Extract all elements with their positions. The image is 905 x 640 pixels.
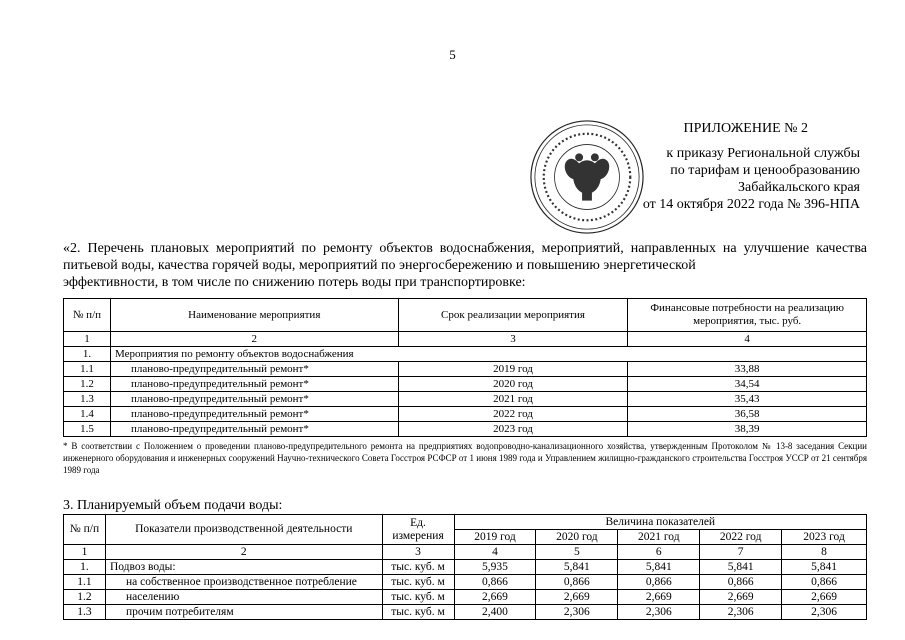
row-value: 2,669 — [700, 590, 782, 605]
appendix-line: Забайкальского края — [737, 180, 860, 195]
col-number: 2 — [105, 545, 382, 560]
col-number: 2 — [110, 332, 398, 347]
row-unit: тыс. куб. м — [382, 575, 454, 590]
col-header-num: № п/п — [64, 515, 106, 545]
row-value: 0,866 — [700, 575, 782, 590]
row-year: 2019 год — [398, 362, 628, 377]
table-row — [64, 392, 867, 407]
col-header-year: 2019 год — [454, 530, 536, 545]
row-value: 5,841 — [782, 560, 867, 575]
col-header-name: Наименование мероприятия — [110, 299, 398, 332]
row-value: 36,58 — [628, 407, 867, 422]
col-number: 8 — [782, 545, 867, 560]
row-name: планово-предупредительный ремонт* — [110, 422, 398, 437]
row-value: 0,866 — [618, 575, 700, 590]
col-header-year: 2023 год — [782, 530, 867, 545]
col-number: 5 — [536, 545, 618, 560]
water-supply-table — [63, 514, 867, 620]
row-value: 2,669 — [536, 590, 618, 605]
table-row — [64, 605, 867, 620]
row-num: 1.3 — [64, 392, 111, 407]
col-number: 1 — [64, 545, 106, 560]
table-row — [64, 407, 867, 422]
col-number: 6 — [618, 545, 700, 560]
appendix-line: по тарифам и ценообразованию — [670, 163, 860, 178]
group-num: 1. — [64, 347, 111, 362]
appendix-title: ПРИЛОЖЕНИЕ № 2 — [683, 121, 808, 136]
row-num: 1.2 — [64, 377, 111, 392]
row-value: 33,88 — [628, 362, 867, 377]
row-unit: тыс. куб. м — [382, 590, 454, 605]
row-name: планово-предупредительный ремонт* — [110, 407, 398, 422]
appendix-line: от 14 октября 2022 года № 396-НПА — [642, 197, 860, 212]
col-header-num: № п/п — [64, 299, 111, 332]
table-row — [64, 575, 867, 590]
row-value: 2,400 — [454, 605, 536, 620]
table-row — [64, 377, 867, 392]
row-value: 2,306 — [700, 605, 782, 620]
row-name: Подвоз воды: — [105, 560, 382, 575]
row-num: 1.5 — [64, 422, 111, 437]
col-header-year: 2020 год — [536, 530, 618, 545]
row-name: планово-предупредительный ремонт* — [110, 392, 398, 407]
row-num: 1.4 — [64, 407, 111, 422]
row-name: прочим потребителям — [105, 605, 382, 620]
section3-title: 3. Планируемый объем подачи воды: — [63, 498, 283, 513]
row-value: 0,866 — [782, 575, 867, 590]
appendix-header — [560, 120, 860, 213]
row-name: населению — [105, 590, 382, 605]
footnote: * В соответствии с Положением о проведении планово-предупредительного ремонта на предприятиях водопроводно-канализационного хозяйства, утвержденным Протоколом № 13-8 заседания Секции инженерного оборудования и инженерных сооружений Научно-технического Совета Госстроя РСФСР от 1 июня 1989 года и Управлением жилищно-гражданского строительства Госстроя УССР от 21 сентября 1989 года — [63, 441, 867, 475]
row-value: 2,306 — [536, 605, 618, 620]
row-value: 2,669 — [454, 590, 536, 605]
col-number: 3 — [398, 332, 628, 347]
row-value: 5,841 — [700, 560, 782, 575]
row-year: 2023 год — [398, 422, 628, 437]
col-number: 1 — [64, 332, 111, 347]
col-header-finance: Финансовые потребности на реализацию мероприятия, тыс. руб. — [628, 299, 867, 332]
row-name: планово-предупредительный ремонт* — [110, 377, 398, 392]
row-unit: тыс. куб. м — [382, 605, 454, 620]
row-value: 5,841 — [618, 560, 700, 575]
row-num: 1.1 — [64, 575, 106, 590]
row-year: 2020 год — [398, 377, 628, 392]
row-value: 2,306 — [782, 605, 867, 620]
row-value: 0,866 — [536, 575, 618, 590]
row-name: планово-предупредительный ремонт* — [110, 362, 398, 377]
col-header-term: Срок реализации мероприятия — [398, 299, 628, 332]
row-num: 1.1 — [64, 362, 111, 377]
row-value: 2,669 — [618, 590, 700, 605]
row-value: 5,841 — [536, 560, 618, 575]
repair-measures-table — [63, 298, 867, 437]
col-header-indicator: Показатели производственной деятельности — [105, 515, 382, 545]
col-number: 4 — [454, 545, 536, 560]
row-value: 35,43 — [628, 392, 867, 407]
col-header-year: 2021 год — [618, 530, 700, 545]
table-row — [64, 422, 867, 437]
group-name: Мероприятия по ремонту объектов водоснабжения — [110, 347, 866, 362]
row-num: 1. — [64, 560, 106, 575]
row-year: 2021 год — [398, 392, 628, 407]
appendix-line: к приказу Региональной службы — [666, 146, 860, 161]
col-number: 7 — [700, 545, 782, 560]
row-value: 38,39 — [628, 422, 867, 437]
row-num: 1.2 — [64, 590, 106, 605]
row-value: 2,306 — [618, 605, 700, 620]
table-row — [64, 362, 867, 377]
table-row — [64, 560, 867, 575]
col-header-values: Величина показателей — [454, 515, 866, 530]
intro-text: «2. Перечень плановых мероприятий по ремонту объектов водоснабжения, мероприятий, направленных на улучшение качества питьевой воды, качества горячей воды, мероприятий по энергосбережению и повышению энергетической — [63, 241, 867, 273]
col-number: 4 — [628, 332, 867, 347]
intro-last-line: эффективности, в том числе по снижению потерь воды при транспортировке: — [63, 275, 526, 290]
row-value: 5,935 — [454, 560, 536, 575]
row-num: 1.3 — [64, 605, 106, 620]
table-row — [64, 590, 867, 605]
section2-intro — [63, 240, 867, 291]
col-header-unit: Ед. измерения — [382, 515, 454, 545]
row-year: 2022 год — [398, 407, 628, 422]
row-value: 0,866 — [454, 575, 536, 590]
page-number: 5 — [449, 47, 456, 62]
col-number: 3 — [382, 545, 454, 560]
row-unit: тыс. куб. м — [382, 560, 454, 575]
row-value: 2,669 — [782, 590, 867, 605]
col-header-year: 2022 год — [700, 530, 782, 545]
row-name: на собственное производственное потребление — [105, 575, 382, 590]
row-value: 34,54 — [628, 377, 867, 392]
